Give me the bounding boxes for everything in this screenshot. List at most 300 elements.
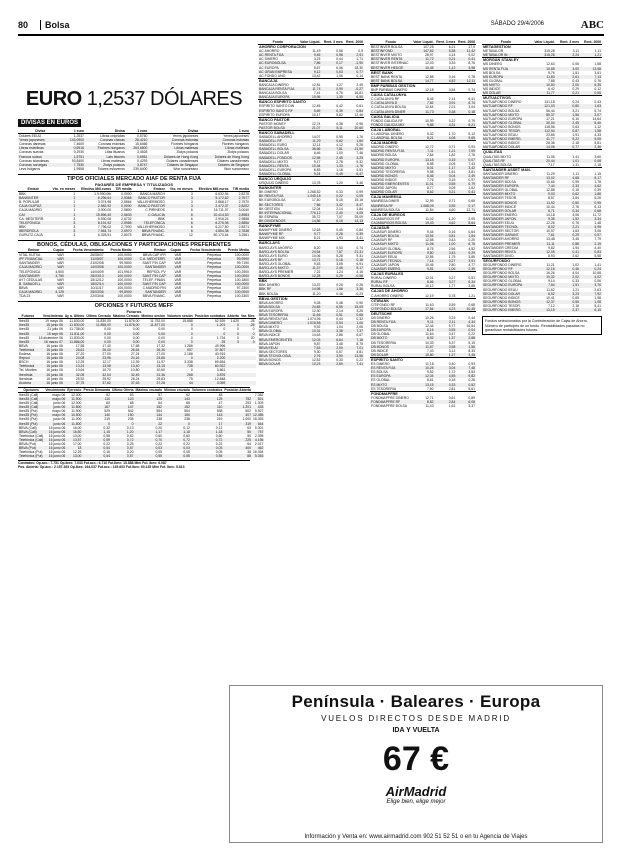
table-cell: 0,32: [356, 317, 363, 322]
table-cell: 9,05: [594, 137, 601, 142]
table-cell: 0,47: [448, 332, 456, 337]
table-cell: 48: [218, 392, 223, 397]
table-cell: SABADELL BOLSA: [259, 147, 289, 152]
table-cell: 502: [245, 409, 251, 414]
table-cell: 0,27: [448, 258, 456, 263]
table-cell: 26,64: [130, 347, 140, 352]
table-cell: 433: [257, 405, 264, 410]
column-header: Último Cerrado: [86, 314, 111, 319]
table-cell: 3,07: [594, 112, 601, 117]
table-cell: 3,61: [594, 70, 601, 75]
table-cell: 1,56: [572, 112, 580, 117]
table-cell: 1.268,52: [307, 190, 321, 195]
table-cell: 8,57: [548, 196, 555, 201]
table-cell: 3: [252, 339, 255, 344]
table-cell: 315,28: [544, 49, 555, 54]
table-cell: 0: [190, 335, 193, 340]
fund-group-name: CAJAS DE AHORRO: [370, 289, 476, 294]
table-cell: 7,81: [336, 147, 343, 152]
table-cell: 12,29: [75, 360, 85, 365]
table-cell: 26,36: [156, 347, 165, 352]
column-header: Fecha Vencimiento: [72, 248, 104, 253]
table-cell: Lats letones: [106, 154, 125, 159]
fund-group-name: ESPIRITO SANTO: [370, 357, 476, 362]
table-cell: 118,56: [544, 124, 555, 129]
table-cell: 9,51: [426, 266, 434, 271]
table-cell: 8,17: [594, 176, 601, 180]
table-cell: 0,04: [468, 328, 475, 333]
table-cell: BBVA CAP IFR: [142, 253, 166, 258]
table-cell: 0,26: [336, 283, 343, 288]
table-cell: 2,6732: [121, 216, 132, 221]
table-cell: 2,8202: [238, 204, 249, 209]
funds-column-2: [370, 40, 476, 408]
table-cell: 7,76: [426, 178, 434, 182]
table-cell: BANCAJA DINERO: [259, 82, 289, 87]
divisas-table: [18, 129, 250, 171]
table-cell: MANRESA RF: [371, 203, 394, 208]
table-cell: 0,15: [448, 178, 456, 182]
table-cell: SANTANDER TESOR.: [483, 196, 518, 201]
table-cell: 144: [156, 413, 163, 418]
bonos-title: BONOS, CÉDULAS, OBLIGACIONES Y PARTICIPACIONES PREFERENTES: [18, 240, 250, 248]
table-cell: 3: [73, 220, 76, 225]
table-cell: 238: [184, 417, 190, 422]
column-header: Volumen sesión: [166, 314, 193, 319]
table-cell: 93,8400: [71, 158, 85, 163]
table-cell: 9,65: [468, 136, 475, 141]
table-cell: 1,77: [448, 284, 456, 289]
table-cell: Yenes japoneses: [223, 134, 249, 139]
table-cell: 542: [127, 409, 134, 414]
tipos-subtitle: PAGARÉS DE EMPRESA Y TITULIZADOS: [94, 181, 174, 187]
fund-group-name: CAJA LABORAL: [370, 127, 476, 132]
table-cell: 100,0000: [117, 277, 132, 282]
table-cell: 3,4528: [137, 150, 148, 155]
table-cell: MADRID MIXTO: [371, 165, 396, 170]
table-cell: 11,20: [312, 291, 321, 296]
table-cell: 0,00: [132, 339, 140, 344]
table-cell: 3,85: [468, 284, 475, 289]
table-cell: Iberdrola: [19, 376, 33, 381]
table-cell: 0,87: [572, 128, 580, 133]
table-cell: 0,00: [104, 331, 111, 336]
table-cell: MUTUAFONDO INDICE: [483, 141, 520, 146]
table-cell: 1.201: [216, 323, 226, 328]
table-cell: 3,2561: [238, 232, 249, 237]
table-cell: 1,71: [356, 57, 363, 62]
table-cell: 100,2900: [234, 269, 249, 274]
funds-column-1: [258, 40, 364, 366]
table-cell: CAJASUR EMERG.: [371, 266, 402, 271]
table-cell: 3,46: [356, 181, 363, 186]
table-cell: 25,09: [354, 214, 363, 219]
table-cell: 0,43: [594, 100, 601, 105]
table-cell: 5,19: [468, 340, 475, 345]
table-cell: DB DOLAR: [371, 352, 389, 357]
table-cell: 16 junio 06: [48, 454, 66, 459]
table-cell: 6,06: [336, 65, 343, 70]
table-cell: 17,54: [425, 306, 434, 311]
table-cell: 5,22: [572, 137, 580, 142]
table-cell: 8,75: [426, 246, 434, 251]
table-cell: 1.9.990,0th: [94, 192, 112, 197]
table-cell: 0: [237, 335, 239, 340]
table-cell: BSCH: [19, 360, 29, 365]
table-cell: Perpetua: [207, 261, 221, 266]
table-cell: 1,21: [448, 149, 456, 154]
table-cell: 2.472,37: [215, 204, 229, 209]
table-cell: 28,36: [546, 141, 555, 146]
table-cell: C.CATALUNYA BOLSA: [371, 105, 407, 110]
table-cell: 0,29: [336, 274, 343, 279]
table-cell: 0,70: [155, 437, 163, 442]
table-cell: 8,93: [548, 253, 555, 258]
table-cell: 1.074,96: [307, 317, 321, 322]
table-cell: CAJASUR RF: [371, 238, 393, 243]
table-cell: 0,00: [158, 331, 165, 336]
table-cell: SANTANDER AHORRO: [483, 237, 520, 242]
table-cell: SANTANDER MIXTO: [483, 192, 516, 197]
table-cell: 1,33: [336, 163, 343, 168]
table-cell: 7,86: [313, 61, 321, 66]
table-cell: 6,21: [448, 45, 456, 50]
table-cell: MUTUAFONDO TESOR.: [483, 128, 521, 133]
table-cell: 11.800: [71, 405, 82, 410]
table-cell: 99,8900: [119, 290, 132, 294]
table-cell: SANTANDER PREMIER: [483, 241, 521, 246]
table-cell: mayo 06: [52, 396, 66, 401]
table-cell: 63: [247, 425, 251, 430]
table-cell: 8,62: [426, 190, 434, 195]
table-cell: MS DINERO: [483, 62, 503, 67]
table-cell: 10.500: [71, 413, 82, 418]
table-cell: BK SECTORES: [259, 202, 284, 207]
column-header: Rent. 2006: [584, 40, 601, 44]
table-cell: 17,68: [130, 343, 140, 348]
table-cell: 12.848: [214, 376, 226, 381]
table-cell: 99,9990: [236, 257, 249, 262]
table-cell: MADRID DINERO: [371, 145, 399, 150]
table-cell: 100,0000: [234, 273, 249, 278]
table-cell: MUTUAFONDO DOLAR: [483, 145, 520, 150]
table-cell: 17,32: [156, 343, 165, 348]
table-cell: Perpetua: [207, 257, 221, 262]
table-cell: 3: [237, 339, 239, 344]
table-cell: 2,81: [448, 386, 456, 391]
table-cell: 17,9: [468, 45, 475, 50]
table-cell: MS RENTA FIJA: [483, 66, 508, 71]
table-cell: Coronas suecas: [19, 150, 44, 155]
table-cell: 5,37: [448, 340, 456, 345]
table-cell: 3,23: [572, 291, 580, 296]
table-cell: 9,98: [426, 169, 434, 174]
table-cell: MADRID TESORERIA: [371, 169, 405, 174]
table-cell: SANTANDER SECTOR.: [483, 229, 520, 234]
table-cell: Ibex35 (Put): [19, 417, 38, 422]
table-cell: 100,0000: [234, 281, 249, 286]
euro-rate-headline: [18, 88, 250, 111]
table-cell: Ibex35: [19, 335, 30, 340]
table-cell: VALLEHERMOSO: [137, 224, 165, 229]
table-cell: 0,22: [468, 332, 475, 337]
table-cell: 10,70: [102, 368, 111, 373]
table-cell: 1,21: [594, 53, 601, 58]
table-cell: 3.338: [184, 360, 193, 365]
table-cell: 4,05: [356, 210, 363, 215]
table-cell: 0: [252, 327, 255, 332]
table-cell: 0,38: [448, 109, 456, 114]
table-cell: 538: [216, 409, 223, 414]
table-cell: CAJASUR GLOBAL: [371, 246, 402, 251]
table-cell: 1.201: [242, 405, 251, 410]
table-cell: SABADELL EURO: [259, 143, 288, 148]
table-cell: BBVA JAPON: [259, 341, 280, 346]
table-cell: Telefónica (Put): [19, 450, 43, 455]
table-cell: 0,03: [215, 446, 223, 451]
table-cell: 1,62: [448, 403, 456, 408]
abc-logo: ABC: [580, 19, 604, 31]
table-cell: mayo 06: [52, 409, 66, 414]
table-cell: 12,04: [311, 206, 321, 211]
table-cell: 3.661: [216, 368, 226, 373]
table-cell: 17,40: [102, 343, 111, 348]
table-cell: 11,63: [425, 302, 434, 307]
table-cell: 0,52: [468, 382, 475, 387]
table-cell: 4,125: [55, 290, 64, 294]
table-cell: BESTINVER RENTA: [371, 57, 403, 62]
table-cell: 16 junio 06: [46, 376, 63, 381]
table-cell: 0,56: [336, 49, 343, 54]
table-cell: 10,45: [425, 65, 434, 70]
table-cell: 2,8856: [238, 220, 249, 225]
column-header: Mínimo sesión: [141, 314, 165, 319]
table-cell: 1,72: [448, 370, 456, 375]
table-cell: 1,48: [594, 221, 601, 226]
table-cell: 12,04: [425, 374, 434, 379]
column-header: Volumen contratos: [191, 387, 223, 392]
table-cell: 10.414,53: [213, 212, 229, 217]
ad-subheadline: VUELOS DIRECTOS DESDE MADRID: [321, 714, 511, 723]
column-header: Posición Abierta: [224, 387, 251, 392]
table-cell: 1,00: [448, 242, 456, 247]
column-header: Rent. 3 mes: [323, 40, 343, 44]
table-cell: 47: [218, 401, 223, 406]
table-cell: 3,29: [356, 155, 363, 160]
table-cell: 6: [190, 228, 193, 233]
table-cell: 16 junio 06: [46, 380, 63, 385]
table-cell: Libras maltesas: [225, 146, 249, 151]
table-cell: 1,91: [572, 133, 580, 138]
table-cell: 2,11: [448, 320, 456, 325]
table-cell: 1.734: [216, 335, 226, 340]
table-cell: 11,06: [425, 242, 434, 247]
table-cell: 8,46: [426, 97, 434, 102]
column-header: Fondo: [272, 40, 284, 44]
table-cell: BARCLAYS MIXTO: [259, 265, 289, 270]
column-header: Rent. 3 mes: [436, 40, 456, 44]
table-cell: SANTANDER EUROPA: [483, 184, 519, 189]
table-cell: 0,48: [336, 300, 343, 305]
table-cell: 0,05: [183, 450, 190, 455]
table-cell: AC GRAN EMPRESA: [259, 69, 292, 74]
table-cell: 5.927: [254, 409, 264, 414]
table-cell: TELEFÓNICA: [19, 220, 41, 225]
table-cell: CAJA GUIPÚZ.: [19, 204, 43, 209]
column-header: Abierta: [227, 314, 239, 319]
table-cell: 1,70: [448, 131, 456, 136]
column-header: Rent. 3 mes: [559, 40, 580, 44]
table-cell: MS GLOBAL: [483, 78, 503, 83]
table-cell: MUTUAFONDO EMERG.: [483, 137, 522, 142]
table-cell: [240, 381, 256, 385]
table-cell: SEGURFONDO INDICE: [483, 295, 520, 300]
table-cell: 11,21: [546, 262, 555, 267]
table-cell: 10,80: [425, 352, 434, 357]
table-cell: 4,62: [594, 184, 601, 189]
table-cell: QUALITAS RF: [483, 158, 505, 163]
column-header: Mínimo cruzado: [164, 387, 190, 392]
table-cell: 0,65: [468, 199, 475, 204]
table-cell: 0,78: [468, 74, 475, 79]
table-cell: TDA 23: [19, 294, 31, 299]
table-cell: 0,16: [448, 74, 456, 79]
table-cell: BANCO PASTOR: [138, 204, 165, 209]
table-cell: 4.854,38: [215, 228, 229, 233]
table-cell: 15,16: [354, 198, 363, 203]
table-cell: 219: [216, 417, 223, 422]
column-header: Efectivo Mill.euros: [198, 186, 229, 191]
table-cell: 14,77: [425, 78, 434, 83]
table-cell: Ibex35 (Put): [19, 421, 38, 426]
table-cell: 0,57: [594, 233, 601, 238]
table-cell: 4,02: [594, 275, 601, 280]
table-cell: 1,58: [594, 128, 601, 133]
table-cell: Repsol: [19, 356, 30, 361]
table-cell: Endesa: [19, 352, 31, 357]
table-cell: 12,58: [311, 155, 321, 160]
table-cell: 16 junio 06: [46, 347, 63, 352]
table-cell: 0,39: [356, 232, 363, 237]
table-cell: 0,21: [572, 91, 580, 96]
table-cell: 1: [73, 200, 76, 205]
table-cell: 0,61: [356, 104, 363, 109]
table-cell: 2,56: [448, 246, 456, 251]
table-cell: ESPIRITO EUROPA: [259, 112, 290, 117]
table-cell: 2,40: [336, 210, 343, 215]
table-cell: 0,22: [336, 194, 343, 199]
fund-group-name: BANKPYME: [258, 224, 364, 229]
airmadrid-advertisement[interactable]: [229, 685, 603, 843]
table-cell: BBVA FINANC.: [141, 232, 165, 237]
column-header: Precio Demanda: [83, 387, 111, 392]
table-cell: CITIFONDO RF: [371, 302, 396, 307]
table-cell: ES TESORERIA: [371, 386, 396, 391]
table-cell: 2,6970: [121, 228, 132, 233]
table-cell: 1,02: [572, 262, 580, 267]
table-cell: 26,24: [130, 376, 140, 381]
table-cell: 3,81: [468, 169, 475, 174]
table-cell: C.CATALUNYA D: [371, 101, 398, 106]
table-cell: 3: [73, 232, 76, 237]
table-cell: BBVA FINANC.: [142, 294, 166, 299]
table-cell: 1,18: [215, 429, 223, 434]
table-cell: 0,55: [448, 182, 456, 187]
table-cell: 0: [190, 368, 193, 373]
column-header: Cupón: [170, 248, 182, 253]
table-cell: Won surcoreano: [173, 166, 199, 171]
table-cell: Ibex35 (Call): [19, 392, 39, 397]
table-cell: Acciona: [19, 380, 32, 385]
table-cell: ES RENTA FIJA: [371, 366, 396, 371]
table-cell: 0,71: [448, 199, 456, 204]
table-cell: C.AHORRO DINERO: [371, 293, 404, 298]
table-cell: 2,8983: [238, 212, 249, 217]
table-cell: 7,37: [356, 329, 363, 334]
table-cell: 6,77: [448, 324, 456, 329]
table-cell: 0,6961: [137, 154, 148, 159]
table-cell: 6.296,64: [97, 196, 112, 201]
ad-label: IDA Y VUELTA: [392, 727, 440, 734]
table-cell: 3,05: [336, 261, 343, 266]
table-cell: 5.053: [254, 454, 264, 459]
table-cell: DB BONOS: [371, 344, 389, 349]
table-cell: 11,11: [546, 241, 555, 246]
table-cell: 0,44: [468, 316, 475, 320]
table-cell: 6,01: [426, 165, 434, 170]
table-cell: 4.156: [254, 437, 264, 442]
table-cell: 7,18: [356, 337, 363, 342]
table-cell: 644: [257, 421, 264, 426]
table-cell: BESTINVER INTERNAC: [371, 61, 409, 66]
table-cell: BARCLAYS AHORRO: [259, 245, 293, 250]
table-cell: SANTANDER JAPON: [483, 216, 516, 221]
table-cell: 0,00: [132, 331, 140, 336]
table-cell: 11.000: [71, 417, 82, 422]
table-cell: 3: [73, 216, 76, 221]
table-cell: 3,0040: [238, 208, 249, 213]
table-cell: 0,97: [468, 178, 475, 182]
table-cell: 13,15: [156, 364, 165, 369]
table-cell: ES MIXTO: [371, 382, 388, 387]
table-cell: Perpetua: [207, 294, 221, 299]
table-cell: 11,84: [425, 207, 434, 212]
table-cell: 6,76: [468, 242, 475, 247]
table-cell: SABADELL AHORRO: [259, 135, 293, 140]
table-cell: 0,22: [155, 442, 163, 446]
table-cell: VAR: [174, 294, 182, 299]
fund-group-name: BANCO SABADELL: [258, 130, 364, 135]
table-cell: -0,58: [355, 274, 363, 279]
table-cell: ES EUROPA: [371, 374, 391, 379]
table-cell: 264,6800: [133, 146, 148, 151]
table-cell: 7,41: [356, 362, 363, 367]
table-cell: 11,02: [425, 216, 434, 221]
column-header: Fondo: [500, 40, 512, 44]
table-cell: 0,60: [183, 433, 190, 438]
table-cell: DB GLOBAL: [371, 332, 391, 337]
table-cell: MADRID GLOBAL: [371, 161, 399, 166]
table-cell: 10,26: [425, 316, 434, 320]
table-cell: MUTUAFONDO BOLSA: [483, 108, 520, 113]
table-cell: CAJASUR TECNOL.: [371, 258, 403, 263]
table-cell: 4,52: [468, 246, 475, 251]
table-cell: 1: [73, 212, 76, 217]
table-cell: 1,98: [594, 295, 601, 300]
table-cell: 0,63: [336, 69, 343, 74]
table-cell: 293: [245, 401, 251, 406]
table-cell: C.MADRID FIN: [142, 285, 166, 290]
